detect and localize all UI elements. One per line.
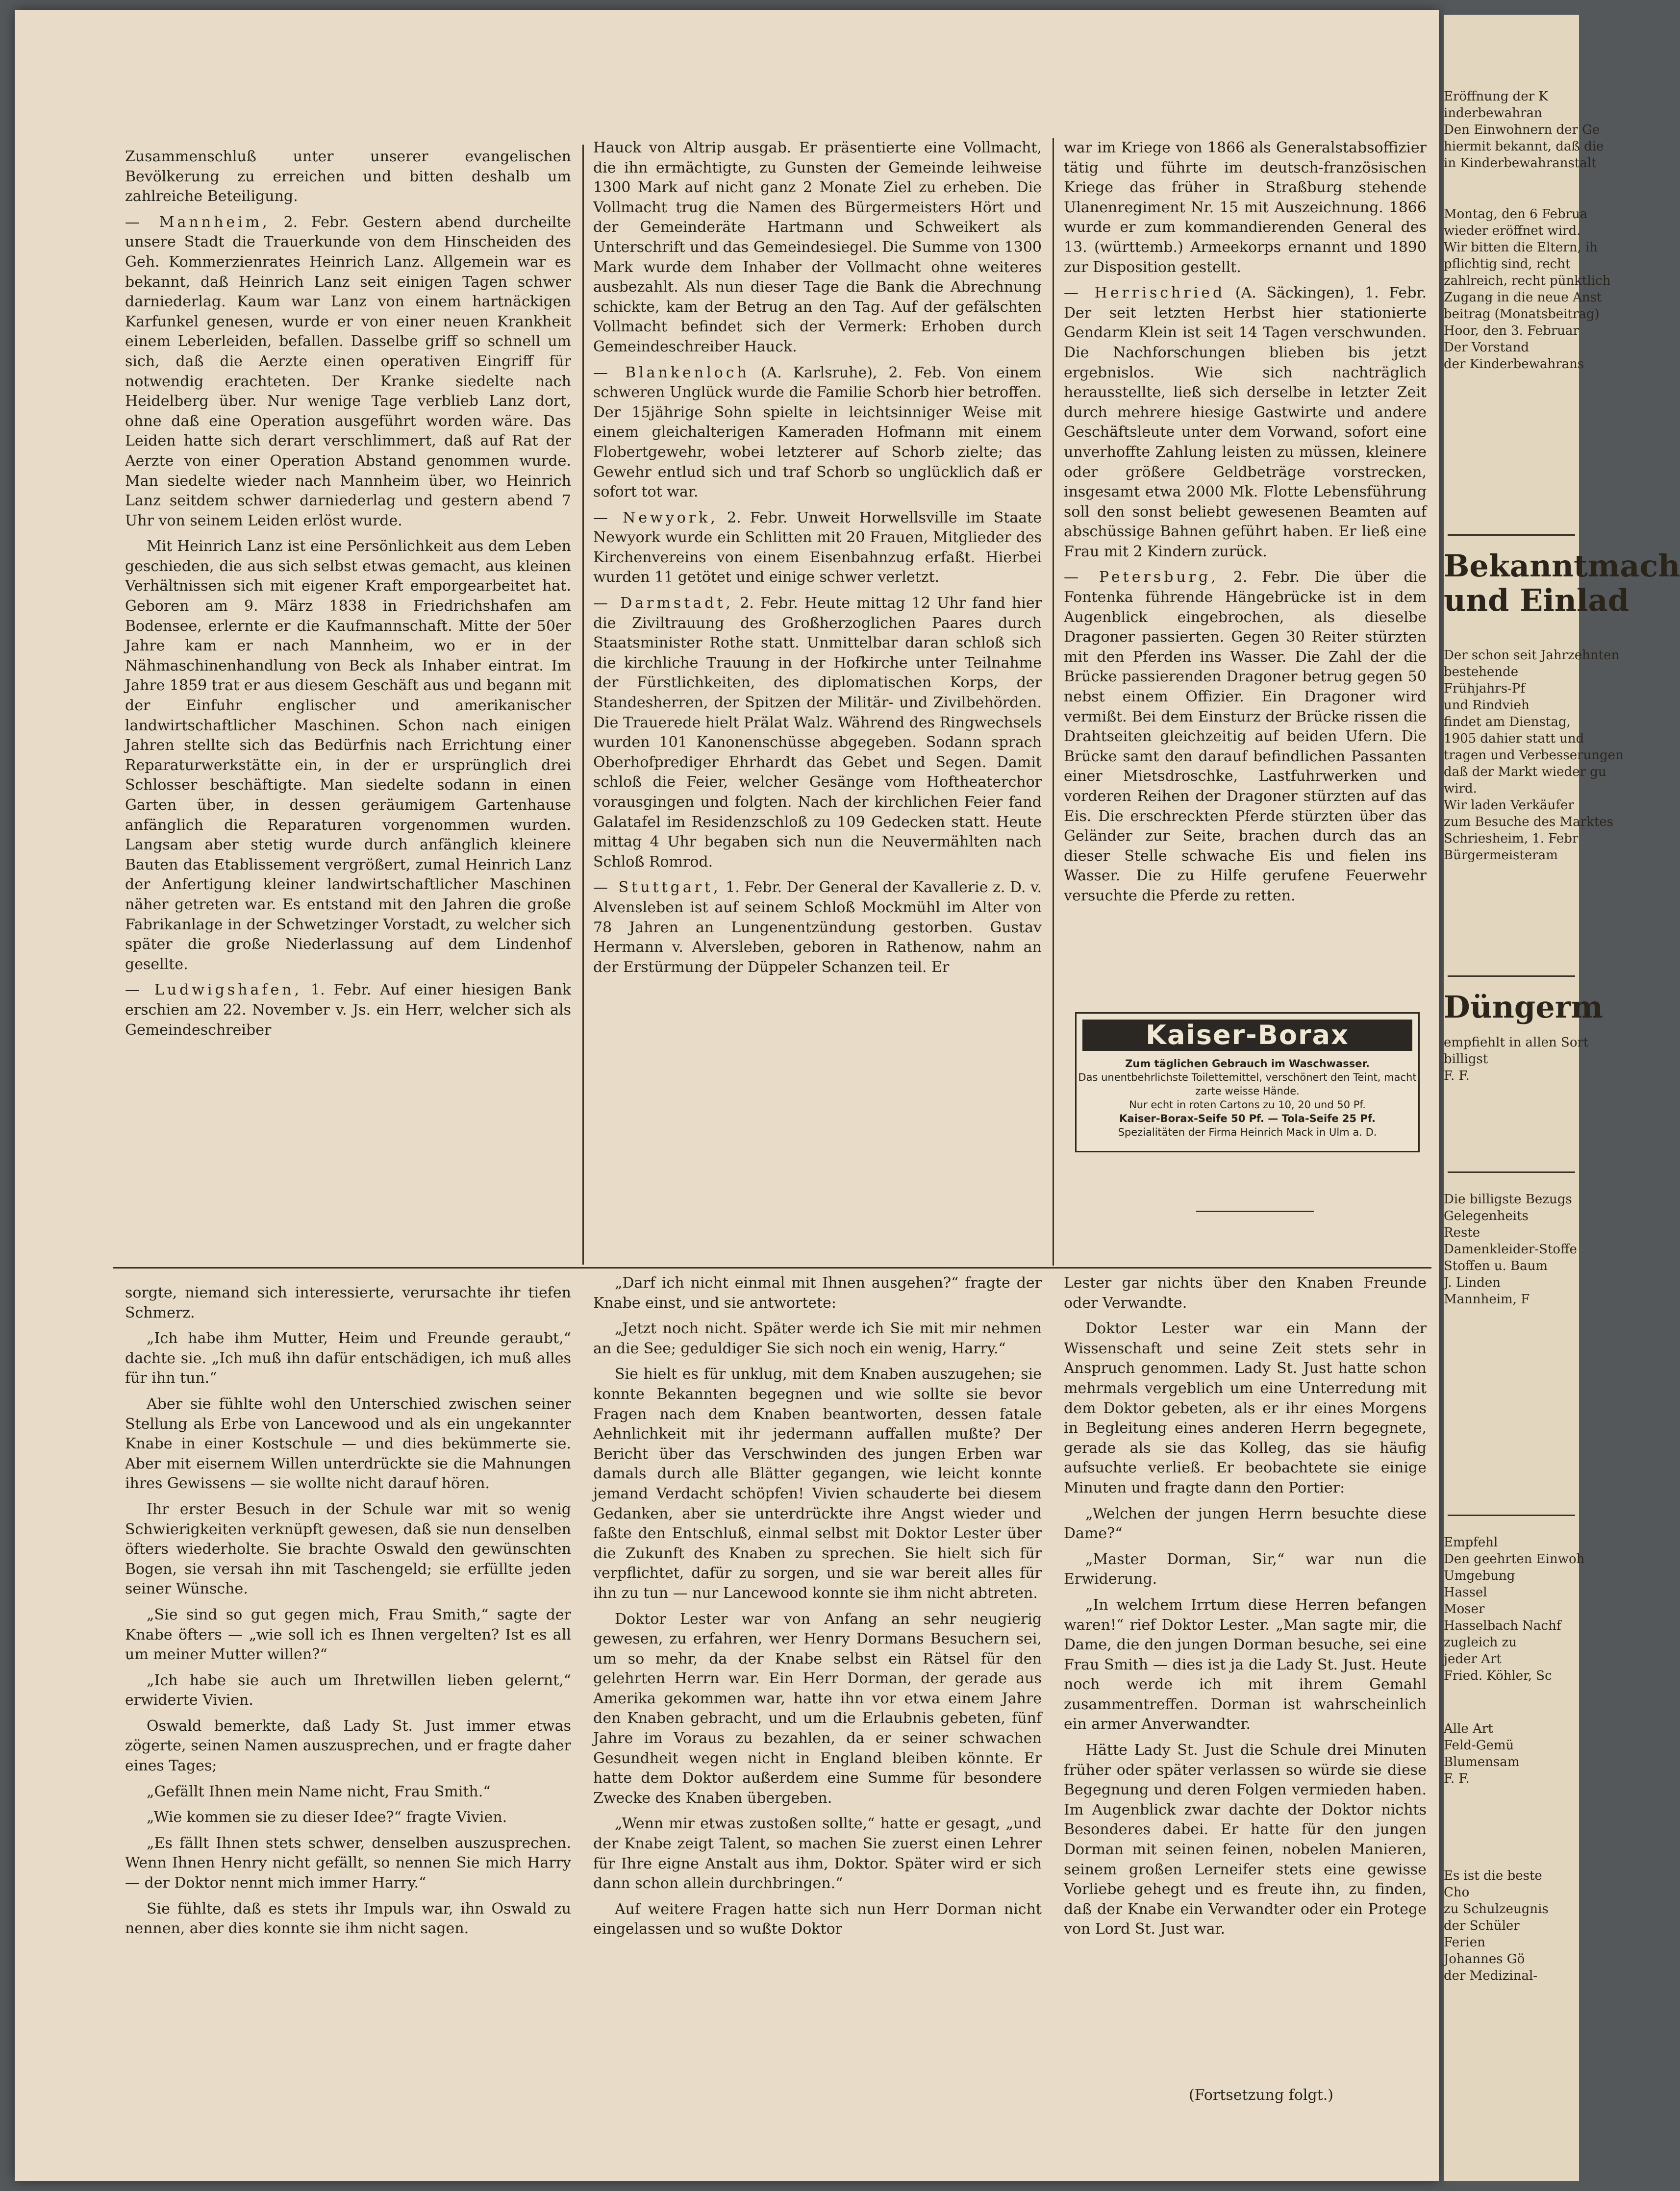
strip-line: billigst bbox=[1444, 1052, 1488, 1067]
strip-line: und Rindvieh bbox=[1444, 698, 1530, 713]
strip-line: der Kinderbewahrans bbox=[1444, 357, 1584, 372]
paragraph-text: 1. Febr. Auf einer hiesigen Bank erschien am 22. November v. Js. ein Herr, welcher sich als Gemeindeschreiber bbox=[125, 981, 572, 1039]
dateline-place: — Darmstadt, bbox=[593, 595, 734, 612]
paragraph-text: „Ich habe ihm Mutter, Heim und Freunde geraubt,“ dachte sie. „Ich muß ihn dafür entschädigen, ich muß alles für ihn tun.“ bbox=[125, 1330, 571, 1387]
dateline-place: — Mannheim, bbox=[125, 213, 270, 231]
paragraph-text: „Darf ich nicht einmal mit Ihnen ausgehen?“ fragte der Knabe einst, und sie antwortete: bbox=[593, 1274, 1042, 1312]
paragraph-text: „Sie sind so gut gegen mich, Frau Smith,“ sagte der Knabe öfters — „wie soll ich es Ihnen vergelten? Ist es all um meiner Mutter willen?“ bbox=[125, 1606, 571, 1664]
strip-line: Den geehrten Einwoh bbox=[1444, 1552, 1585, 1567]
paragraph-text: 2. Febr. Gestern abend durcheilte unsere Stadt die Trauerkunde von dem Hinscheiden des Geh. Kommerzienrates Heinrich Lanz. Allgemein war es bekannt, daß Heinrich Lanz seit einigen Tagen schwer darniederlag. Kaum war Lanz von einem hartnäckigen Karfunkel genesen, wurde er von einer neuen Krankheit einem Leberleiden, befallen. Dasselbe griff so schnell um sich, daß die Aerzte einen operativen Eingriff für notwendig erachteten. Der Kranke siedelte nach Heidelberg über. Nur wenige Tage verblieb Lanz dort, ohne daß eine Operation ausgeführt worden wäre. Das Leiden hatte sich derart verschlimmert, daß auf Rat der Aerzte von einer Operation Abstand genommen wurde. Man siedelte wieder nach Mannheim über, wo Heinrich Lanz seitdem schwer darniederlag und gestern abend 7 Uhr von seinem Leiden erlöst wurde. bbox=[125, 213, 572, 529]
paragraph-text: „Es fällt Ihnen stets schwer, denselben auszusprechen. Wenn Ihnen Henry nicht gefällt, so nennen Sie mich Harry — der Doktor nennt mich immer Harry.“ bbox=[125, 1834, 571, 1892]
strip-line: F. F. bbox=[1444, 1771, 1470, 1786]
paragraph bbox=[125, 1808, 571, 1828]
paragraph bbox=[1064, 1741, 1427, 1940]
paragraph-text: Doktor Lester war von Anfang an sehr neugierig gewesen, zu erfahren, wer Henry Dormans Besuchern sei, um so mehr, da der Knabe selbst ein Rätsel für den gelehrten Herrn war. Ein Herr Dorman, der gerade aus Amerika gekommen war, hatte ihn vor etwa einem Jahre den Knaben gebracht, und um die Erlaubnis gebeten, fünf Jahre im Voraus zu bezahlen, da er seiner schwachen Gesundheit wegen nicht in England bleiben könnte. Er hatte dem Doktor außerdem eine Summe für besondere Zwecke des Knaben übergeben. bbox=[593, 1610, 1042, 1807]
strip-line: Frühjahrs-Pf bbox=[1444, 681, 1525, 696]
strip-line: F. F. bbox=[1444, 1069, 1470, 1083]
paragraph-text: Auf weitere Fragen hatte sich nun Herr Dorman nicht eingelassen und so wußte Doktor bbox=[593, 1900, 1042, 1938]
paragraph bbox=[593, 1900, 1042, 1940]
ad-line: Kaiser-Borax-Seife 50 Pf. — Tola-Seife 25 Pf. bbox=[1119, 1113, 1376, 1124]
strip-line: jeder Art bbox=[1444, 1652, 1502, 1667]
strip-line: zu Schulzeugnis bbox=[1444, 1902, 1549, 1917]
strip-line: Der schon seit Jahrzehnten bbox=[1444, 648, 1620, 663]
strip-line: Empfehl bbox=[1444, 1535, 1498, 1550]
strip-line: tragen und Verbesserungen bbox=[1444, 748, 1624, 763]
continuation-note: (Fortsetzung folgt.) bbox=[1189, 2087, 1333, 2104]
paragraph bbox=[125, 1834, 571, 1893]
adjacent-page-strip bbox=[1444, 15, 1680, 2181]
strip-line: J. Linden bbox=[1444, 1275, 1501, 1290]
paragraph bbox=[1064, 138, 1427, 277]
strip-line: pflichtig sind, recht bbox=[1444, 257, 1571, 272]
paragraph bbox=[1064, 1595, 1427, 1735]
paragraph bbox=[593, 363, 1042, 502]
paragraph-text: Zusammenschluß unter unserer evangelischen Bevölkerung zu erreichen und bitten deshalb um zahlreiche Beteiligung. bbox=[125, 148, 571, 205]
strip-line: Montag, den 6 Februa bbox=[1444, 207, 1588, 222]
dateline-place: — Petersburg, bbox=[1064, 569, 1219, 586]
strip-line: wird. bbox=[1444, 781, 1477, 796]
paragraph-text: „Master Dorman, Sir,“ war nun die Erwiderung. bbox=[1064, 1550, 1427, 1588]
dateline-place: — Stuttgart, bbox=[593, 879, 721, 896]
news-column-2 bbox=[593, 138, 1042, 983]
strip-line: daß der Markt wieder gu bbox=[1444, 765, 1606, 779]
strip-line: Ferien bbox=[1444, 1935, 1485, 1950]
paragraph-text: Oswald bemerkte, daß Lady St. Just immer etwas zögerte, seinen Namen auszusprechen, und er fragte daher eines Tages; bbox=[125, 1717, 571, 1775]
paragraph bbox=[125, 1782, 571, 1802]
separator-rule bbox=[1196, 1211, 1314, 1212]
paragraph bbox=[593, 138, 1042, 357]
strip-block bbox=[1444, 1034, 1589, 1084]
paragraph bbox=[125, 1500, 571, 1599]
strip-line: findet am Dienstag, bbox=[1444, 715, 1571, 729]
dateline-place: — Ludwigshafen, bbox=[125, 981, 302, 999]
news-column-1 bbox=[125, 147, 571, 1046]
paragraph bbox=[593, 1365, 1042, 1603]
paragraph bbox=[593, 878, 1042, 977]
novel-column-1 bbox=[125, 1283, 571, 1945]
strip-line: zugleich zu bbox=[1444, 1635, 1517, 1650]
strip-line: Reste bbox=[1444, 1225, 1480, 1240]
dateline-place: — Blankenloch bbox=[593, 364, 750, 381]
paragraph-text: „Wenn mir etwas zustoßen sollte,“ hatte er gesagt, „und der Knabe zeigt Talent, so machen Sie zuerst einen Lehrer für Ihre eigne Anstalt aus ihm, Doktor. Später wird er sich dann schon allein durchbringen.“ bbox=[593, 1815, 1042, 1892]
strip-line: Eröffnung der K bbox=[1444, 89, 1548, 104]
strip-rule bbox=[1448, 1515, 1575, 1516]
strip-block bbox=[1444, 989, 1603, 1025]
paragraph bbox=[593, 1273, 1042, 1313]
paragraph-text: 2. Febr. Heute mittag 12 Uhr fand hier die Ziviltrauung des Großherzoglichen Paares durch Staatsminister Rothe statt. Unmittelbar daran schloß sich die kirchliche Trauung in der Hofkirche unter Teilnahme der Fürstlichkeiten, des diplomatischen Korps, der Standesherren, der Spitzen der Militär- und Zivilbehörden. Die Trauerede hielt Prälat Walz. Während des Ringwechsels wurden 101 Kanonenschüsse abgegeben. Sodann sprach Oberhofprediger Ehrhardt das Gebet und Segen. Damit schloß die Feier, welcher Gesänge vom Hoftheaterchor vorausgingen und folgten. Nach der kirchlichen Feier fand Galatafel im Residenzschloß zu 109 Gedecken statt. Heute mittag 4 Uhr begaben sich nun die Neuvermählten nach Schloß Romrod. bbox=[593, 595, 1042, 871]
dateline-place: — Newyork, bbox=[593, 509, 718, 526]
paragraph-text: (A. Säckingen), 1. Febr. Der seit letzten Herbst hier stationierte Gendarm Klein ist seit 14 Tagen verschwunden. Die Nachforschungen blieben bis jetzt ergebnislos. Wie sich nachträglich herausstellte, ließ sich derselbe in letzter Zeit durch mehrere hiesige Gastwirte und andere Geschäftsleute unter dem Vorwand, sofort eine unverhoffte Zahlung leisten zu müssen, kleinere oder größere Geldbeträge vorstrecken, insgesamt etwa 2000 Mk. Flotte Lebensführung soll den sonst beliebt gewesenen Beamten auf abschüssige Bahnen geführt haben. Er ließ eine Frau mit 2 Kindern zurück. bbox=[1064, 284, 1427, 560]
paragraph bbox=[125, 1283, 571, 1323]
paragraph bbox=[125, 1899, 571, 1939]
strip-line: empfiehlt in allen Sort bbox=[1444, 1035, 1589, 1050]
kaiser-borax-advertisement bbox=[1075, 1012, 1420, 1152]
paragraph-text: Hätte Lady St. Just die Schule drei Minuten früher oder später verlassen so würde sie diese Begegnung und deren Folgen vermieden haben. Im Augenblick zwar dachte der Doktor nichts Besonderes dabei. Er hatte für den jungen Dorman mit seinen feinen, nobelen Manieren, seinem großen Lerneifer stets eine gewisse Vorliebe gehegt und es freute ihn, zu finden, daß der Knabe ein Verwandter oder ein Protege von Lord St. Just war. bbox=[1064, 1742, 1427, 1938]
strip-rule bbox=[1448, 534, 1575, 536]
column-rule bbox=[1053, 138, 1054, 1266]
strip-line: der Medizinal- bbox=[1444, 1968, 1538, 1983]
paragraph bbox=[593, 594, 1042, 872]
paragraph bbox=[593, 1814, 1042, 1893]
column-rule bbox=[582, 145, 584, 1265]
paragraph bbox=[1064, 1550, 1427, 1590]
paragraph-text: „Gefällt Ihnen mein Name nicht, Frau Smith.“ bbox=[147, 1783, 491, 1800]
strip-line: 1905 dahier statt und bbox=[1444, 731, 1584, 746]
strip-line: der Schüler bbox=[1444, 1918, 1520, 1933]
paragraph-text: war im Kriege von 1866 als Generalstabsoffizier tätig und führte im deutsch-französischen Kriege das früher in Straßburg stehende Ulanenregiment Nr. 15 mit Auszeichnung. 1866 wurde er zum kommandierenden General des 13. (württemb.) Armeekorps ernannt und 1890 zur Disposition gestellt. bbox=[1064, 139, 1427, 276]
paragraph bbox=[125, 1605, 571, 1665]
paragraph-text: Sie fühlte, daß es stets ihr Impuls war, ihn Oswald zu nennen, aber dies konnte sie ihm nicht sagen. bbox=[125, 1900, 571, 1938]
strip-line: beitrag (Monatsbeitrag) bbox=[1444, 307, 1600, 322]
strip-line: Der Vorstand bbox=[1444, 340, 1530, 355]
strip-line: Fried. Köhler, Sc bbox=[1444, 1668, 1552, 1683]
paragraph bbox=[125, 1717, 571, 1776]
paragraph bbox=[1064, 1273, 1427, 1313]
paragraph bbox=[125, 980, 571, 1040]
paragraph-text: Hauck von Altrip ausgab. Er präsentierte eine Vollmacht, die ihn ermächtigte, zu Gunsten der Gemeinde leihweise 1300 Mark auf nicht ganz 2 Monate Ziel zu erheben. Die Vollmacht trug die Namen des Bürgermeisters Hört und der Gemeinderäte Hartmann und Schweikert als Unterschrift und das Gemeindesiegel. Die Summe von 1300 Mark wurde dem Inhaber der Vollmacht ohne weiteres ausbezahlt. Als nun dieser Tage die Bank die Abrechnung schickte, kam der Betrug an den Tag. Auf der gefälschten Vollmacht befindet sich der Vermerk: Erhoben durch Gemeindeschreiber Hauck. bbox=[593, 139, 1042, 355]
strip-block bbox=[1444, 88, 1604, 172]
newspaper-page bbox=[15, 10, 1439, 2181]
paragraph-text: Aber sie fühlte wohl den Unterschied zwischen seiner Stellung als Erbe von Lancewood und als ein ungekannter Knabe in einer Kostschule — und dies bekümmerte sie. Aber mit eisernem Willen unterdrückte sie die Mahnungen ihres Gewissens — sie wollte nicht darauf hören. bbox=[125, 1395, 571, 1493]
strip-line: inderbewahran bbox=[1444, 106, 1542, 121]
strip-line: Umgebung bbox=[1444, 1569, 1515, 1583]
ad-line: Spezialitäten der Firma Heinrich Mack in Ulm a. D. bbox=[1118, 1126, 1377, 1138]
paragraph-text: „Ich habe sie auch um Ihretwillen lieben gelernt,“ erwiderte Vivien. bbox=[125, 1671, 571, 1709]
paragraph-text: (A. Karlsruhe), 2. Feb. Von einem schweren Unglück wurde die Familie Schorb hier betroffen. Der 15jährige Sohn spielte in leichtsinniger Weise mit einem gleichalterigen Kameraden Hofmann mit einem Flobertgewehr, wobei letzterer auf Schorb zielte; das Gewehr entlud sich und traf Schorb so unglücklich daß er sofort tot war. bbox=[593, 364, 1042, 501]
strip-line: Die billigste Bezugs bbox=[1444, 1192, 1572, 1207]
paragraph bbox=[125, 1329, 571, 1389]
strip-line: zahlreich, recht pünktlich bbox=[1444, 274, 1611, 288]
paragraph bbox=[593, 1610, 1042, 1809]
strip-line: Wir laden Verkäufer bbox=[1444, 798, 1574, 813]
paragraph-text: Doktor Lester war ein Mann der Wissenschaft und seine Zeit stets sehr in Anspruch genommen. Lady St. Just hatte schon mehrmals vergeblich um eine Unterredung mit dem Doktor gebeten, als er ihr eines Morgens in Begleitung eines anderen Herrn begegnete, gerade als sie das Kolleg, das sie häufig aufsuchte verließ. Er beobachtete sie einige Minuten und fragte dann den Portier: bbox=[1064, 1320, 1427, 1496]
strip-block bbox=[1444, 206, 1611, 373]
paragraph bbox=[1064, 1319, 1427, 1498]
paragraph bbox=[125, 1671, 571, 1711]
strip-block bbox=[1444, 548, 1680, 618]
dateline-place: — Herrischried bbox=[1064, 284, 1226, 302]
strip-line: Hasselbach Nachf bbox=[1444, 1618, 1561, 1633]
strip-line: Stoffen u. Baum bbox=[1444, 1259, 1548, 1273]
strip-line: Blumensam bbox=[1444, 1755, 1520, 1769]
strip-block bbox=[1444, 1191, 1579, 1308]
strip-rule bbox=[1448, 975, 1575, 977]
strip-line: Johannes Gö bbox=[1444, 1952, 1525, 1967]
strip-line: und Einlad bbox=[1444, 582, 1630, 618]
strip-line: Mannheim, F bbox=[1444, 1292, 1530, 1307]
strip-line: Bürgermeisteram bbox=[1444, 848, 1558, 863]
strip-line: Cho bbox=[1444, 1885, 1470, 1900]
paragraph bbox=[593, 508, 1042, 588]
strip-line: Hassel bbox=[1444, 1585, 1487, 1600]
strip-line: Wir bitten die Eltern, ih bbox=[1444, 240, 1598, 255]
strip-line: hiermit bekannt, daß die bbox=[1444, 139, 1604, 154]
strip-line: Gelegenheits bbox=[1444, 1209, 1529, 1223]
ad-line: Das unentbehrlichste Toilettemittel, verschönert den Teint, macht zarte weisse Hände. bbox=[1078, 1071, 1417, 1097]
ad-line: Zum täglichen Gebrauch im Waschwasser. bbox=[1125, 1058, 1370, 1070]
strip-line: Es ist die beste bbox=[1444, 1868, 1542, 1883]
ad-line: Nur echt in roten Cartons zu 10, 20 und 50 Pf. bbox=[1129, 1099, 1366, 1111]
paragraph-text: 1. Febr. Der General der Kavallerie z. D. v. Alvensleben ist auf seinem Schloß Mockmühl im Alter von 78 Jahren an Lungenentzündung gestorben. Gustav Hermann v. Alversleben, geboren in Rathenow, nahm an der Erstürmung der Düppeler Schanzen teil. Er bbox=[593, 879, 1042, 976]
news-column-3 bbox=[1064, 138, 1427, 912]
section-rule bbox=[113, 1267, 1431, 1269]
strip-line: Feld-Gemü bbox=[1444, 1738, 1514, 1753]
strip-line: Den Einwohnern der Ge bbox=[1444, 123, 1600, 137]
paragraph-text: „Welchen der jungen Herrn besuchte diese Dame?“ bbox=[1064, 1505, 1427, 1543]
strip-rule bbox=[1448, 1171, 1575, 1173]
strip-line: wieder eröffnet wird. bbox=[1444, 224, 1581, 238]
strip-line: Düngerm bbox=[1444, 989, 1603, 1025]
paragraph-text: Mit Heinrich Lanz ist eine Persönlichkeit aus dem Leben geschieden, die aus sich selbst etwas gemacht, aus kleinen Verhältnissen sich mit eigener Kraft emporgearbeitet hat. Geboren am 9. März 1838 in Friedrichshafen am Bodensee, erlernte er die Kaufmannschaft. Mitte der 50er Jahre kam er nach Mannheim, wo er in der Nähmaschinenhandlung von Beck als Inhaber eintrat. Im Jahre 1859 trat er aus diesem Geschäft aus und begann mit der Einfuhr englischer und amerikanischer landwirtschaftlicher Maschinen. Schon nach einigen Jahren stellte sich das Bedürfnis nach Errichtung einer Reparaturwerkstätte ein, in der er ursprünglich drei Schlosser beschäftigte. Man siedelte sodann in einen Garten über, in dessen geräumigem Gartenhause anfänglich die Reparaturen vorgenommen wurden. Langsam aber stetig wurde durch anfänglich kleinere Bauten das Etablissement vergrößert, zumal Heinrich Lanz der Anfertigung kleiner landwirtschaftlicher Maschinen näher getreten war. Es entstand mit den Jahren die große Fabrikanlage in der Schwetzinger Vorstadt, zu welcher sich später die große Niederlassung auf dem Lindenhof gesellte. bbox=[125, 538, 571, 973]
paragraph bbox=[125, 537, 571, 974]
strip-line: Moser bbox=[1444, 1602, 1485, 1617]
paragraph bbox=[125, 1394, 571, 1494]
paragraph-text: Sie hielt es für unklug, mit dem Knaben auszugehen; sie konnte Bekannten begegnen und wie sollte sie bevor Fragen nach dem Knaben beantworten, dessen fatale Aehnlichkeit mit ihr jedermann auffallen mußte? Der Bericht über das Verschwinden des jungen Erben war damals durch alle Blätter gegangen, wie leicht konnte jemand Verdacht schöpfen! Vivien schauderte bei diesem Gedanken, aber sie unterdrückte ihre Angst wieder und faßte den Entschluß, einmal selbst mit Doktor Lester über die Zukunft des Knaben zu sprechen. Sie hielt sich für verpflichtet, dafür zu sorgen, und sie war bereit alles für ihn zu tun — nur Lancewood konnte sie ihm nicht abtreten. bbox=[593, 1366, 1042, 1602]
paragraph-text: Ihr erster Besuch in der Schule war mit so wenig Schwierigkeiten verknüpft gewesen, daß sie nun denselben öfters wiederholte. Sie brachte Oswald den gewünschten Bogen, sie versah ihn mit Taschengeld; sie erfüllte jeden seiner Wünsche. bbox=[125, 1500, 571, 1598]
paragraph bbox=[125, 147, 571, 207]
strip-line: Schriesheim, 1. Febr bbox=[1444, 831, 1579, 846]
paragraph-text: „Wie kommen sie zu dieser Idee?“ fragte Vivien. bbox=[147, 1809, 507, 1826]
novel-column-3 bbox=[1064, 1273, 1427, 1945]
paragraph bbox=[1064, 283, 1427, 562]
ad-title: Kaiser-Borax bbox=[1082, 1020, 1412, 1051]
strip-line: Zugang in die neue Anst bbox=[1444, 290, 1602, 305]
strip-line: in Kinderbewahranstalt bbox=[1444, 156, 1597, 171]
paragraph-text: sorgte, niemand sich interessierte, verursachte ihr tiefen Schmerz. bbox=[125, 1284, 571, 1321]
strip-line: Bekanntmach bbox=[1444, 548, 1680, 584]
strip-line: bestehende bbox=[1444, 665, 1519, 679]
strip-line: zum Besuche des Marktes bbox=[1444, 815, 1614, 829]
strip-block bbox=[1444, 1720, 1579, 1787]
strip-line: Damenkleider-Stoffe bbox=[1444, 1242, 1577, 1257]
paragraph bbox=[125, 213, 571, 531]
novel-column-2 bbox=[593, 1273, 1042, 1945]
strip-block bbox=[1444, 1867, 1579, 1984]
paragraph bbox=[593, 1319, 1042, 1359]
strip-block bbox=[1444, 647, 1624, 864]
paragraph-text: 2. Febr. Unweit Horwellsville im Staate Newyork wurde ein Schlitten mit 20 Frauen, Mitglieder des Kirchenvereins von einem Eisenbahnzug erfaßt. Hierbei wurden 11 getötet und einige schwer verletzt. bbox=[593, 509, 1042, 586]
paragraph bbox=[1064, 1504, 1427, 1544]
paragraph-text: „Jetzt noch nicht. Später werde ich Sie mit mir nehmen an die See; geduldiger Sie sich noch ein wenig, Harry.“ bbox=[593, 1320, 1042, 1357]
strip-line: Hoor, den 3. Februar bbox=[1444, 324, 1579, 338]
paragraph-text: Lester gar nichts über den Knaben Freunde oder Verwandte. bbox=[1064, 1274, 1427, 1312]
paragraph-text: 2. Febr. Die über die Fontenka führende Hängebrücke ist in dem Augenblick eingebrochen, als dieselbe Dragoner passierten. Gegen 30 Reiter stürzten mit den Pferden ins Wasser. Die Zahl der die Brücke passierenden Dragoner betrug gegen 50 nebst einem Offizier. Ein Dragoner wird vermißt. Bei dem Einsturz der Brücke rissen die Drahtseiten gleichzeitig auf beiden Ufern. Die Brücke samt den darauf befindlichen Passanten einer Mietsdroschke, Lastfuhrwerken und vorderen Reihen der Dragoner stürzten auf das Eis. Die erschreckten Pferde stürzten über das Geländer zur Seite, brachen durch das an dieser Stelle schwache Eis und fielen ins Wasser. Die zu Hilfe gerufene Feuerwehr versuchte die Pferde zu retten. bbox=[1064, 569, 1427, 904]
strip-line: Alle Art bbox=[1444, 1721, 1493, 1736]
paragraph bbox=[1064, 568, 1427, 906]
strip-block bbox=[1444, 1534, 1585, 1684]
paragraph-text: „In welchem Irrtum diese Herren befangen waren!“ rief Doktor Lester. „Man sagte mir, die Dame, die den jungen Dorman besuche, sei eine Frau Smith — dies ist ja die Lady St. Just. Heute noch werde ich mit ihrem Gemahl zusammentreffen. Dorman ist wahrscheinlich ein armer Anverwandter. bbox=[1064, 1596, 1427, 1733]
